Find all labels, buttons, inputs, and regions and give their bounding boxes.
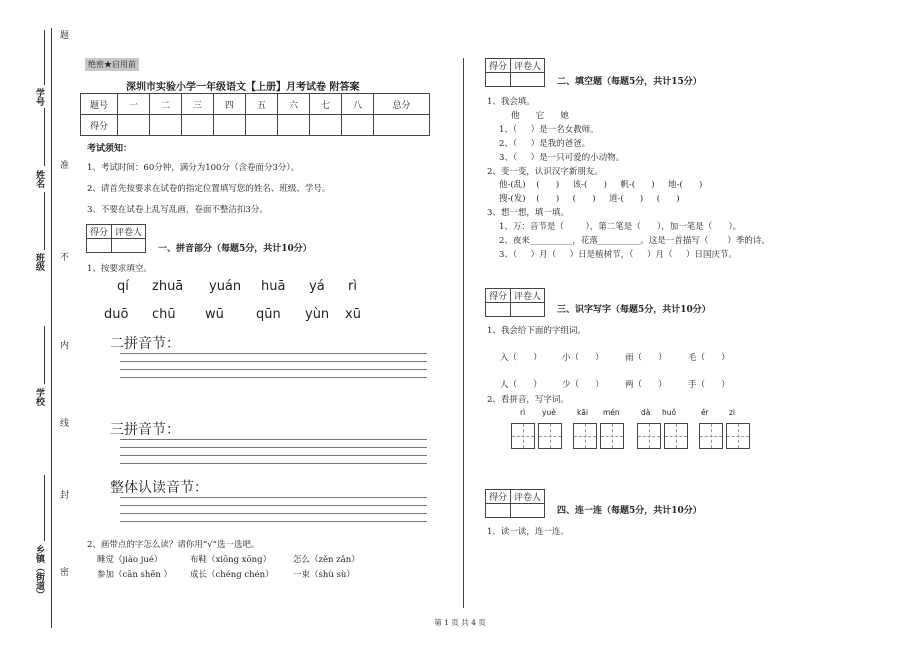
sec2-line: 2、变一变，认识汉字新朋友。: [487, 167, 603, 177]
word-blank[interactable]: 手（ ）: [688, 380, 730, 390]
choice-item[interactable]: 参加（cān shēn ）: [97, 570, 173, 580]
pinyin-item: yùn: [305, 307, 330, 322]
score-col: 三: [182, 94, 214, 115]
scorer-grader-label: 评卷人: [511, 59, 545, 73]
scorer-cell[interactable]: [112, 239, 146, 253]
name-line: [44, 108, 45, 166]
pinyin-label: rì: [520, 408, 526, 417]
township-label: 乡镇（街道）: [34, 545, 44, 599]
score-cell[interactable]: [182, 115, 214, 136]
sec2-line: 3、（ ）月（ ）日是植树节，（ ）月（ ）日国庆节。: [499, 250, 737, 260]
sec2-line: 1、万：音节是（ ），第二笔是（ ），加一笔是（ ）。: [499, 222, 742, 232]
binding-mark-ti: 题: [58, 30, 68, 39]
word-blank[interactable]: 入（ ）: [500, 353, 542, 363]
choice-item[interactable]: 布鞋（xiōng xōng）: [190, 555, 272, 565]
score-cell[interactable]: [374, 115, 430, 136]
sec3-question-1: 1、我会给下面的字组词。: [487, 326, 586, 336]
score-col: 五: [246, 94, 278, 115]
scorer-score-label: 得分: [486, 289, 511, 303]
writing-grid-cell[interactable]: [726, 423, 750, 449]
score-col: 八: [342, 94, 374, 115]
pinyin-label: zi: [729, 408, 736, 417]
sec2-line: 1、（ ）是一名女教师。: [499, 125, 599, 135]
sec2-line: 3、想一想，填一填。: [487, 208, 569, 218]
notice-item: 3、不要在试卷上乱写乱画，卷面不整洁扣3分。: [87, 205, 268, 215]
section-2-title: 二、填空题（每题5分，共计15分）: [557, 77, 702, 87]
score-col-total: 总分: [374, 94, 430, 115]
binding-mark-bu: 不: [58, 252, 68, 261]
column-divider: [463, 58, 464, 608]
page-title: 深圳市实验小学一年级语文【上册】月考试卷 附答案: [126, 82, 360, 93]
sec1-question-2: 2、画带点的字怎么读？请你用“√”选一选吧。: [87, 540, 260, 550]
scorer-cell[interactable]: [511, 504, 545, 518]
scorer-cell[interactable]: [511, 303, 545, 317]
pinyin-item: yá: [309, 279, 325, 294]
scorer-cell[interactable]: [486, 504, 511, 518]
sec2-line: 2、夜来__________，花落__________。这是一首描写（ ）季的诗。: [499, 236, 770, 246]
score-cell[interactable]: [118, 115, 150, 136]
sec2-line: 2、（ ）是我的爸爸。: [499, 139, 591, 149]
page-footer: 第 1 页 共 4 页: [434, 618, 486, 627]
class-label: 班级: [34, 253, 44, 271]
choice-item[interactable]: 怎么（zěn zǎn）: [293, 555, 360, 565]
confidential-stamp: 绝密★启用前: [85, 58, 139, 71]
writing-grid-cell[interactable]: [538, 423, 562, 449]
scorer-score-label: 得分: [486, 490, 511, 504]
scorer-grader-label: 评卷人: [511, 490, 545, 504]
student-id-label: 学号: [34, 88, 44, 106]
pinyin-item: rì: [348, 279, 357, 294]
scorer-box-4: [485, 489, 545, 518]
binding-mark-feng: 封: [58, 490, 68, 499]
writing-grid-cell[interactable]: [699, 423, 723, 449]
category-whole-syllable: 整体认读音节：: [110, 480, 208, 496]
pinyin-label: ér: [701, 408, 709, 417]
word-blank[interactable]: 少（ ）: [562, 380, 604, 390]
scorer-box-1: [86, 224, 146, 253]
class-line: [44, 192, 45, 250]
notice-item: 2、请首先按要求在试卷的指定位置填写您的姓名、班级、学号。: [87, 184, 331, 194]
score-cell[interactable]: [342, 115, 374, 136]
category-two-syllable: 二拼音节：: [110, 336, 180, 352]
scorer-score-label: 得分: [87, 225, 112, 239]
scorer-cell[interactable]: [486, 73, 511, 87]
sec2-line: 他-(乱) ( ) 该-( ) 帆-( ) 地-( ): [499, 180, 703, 190]
score-col: 七: [310, 94, 342, 115]
section-4-title: 四、连一连（每题5分，共计10分）: [557, 506, 702, 516]
word-blank[interactable]: 人（ ）: [500, 380, 542, 390]
score-row-label: 得分: [81, 115, 118, 136]
sec2-line: 1、我会填。: [487, 97, 535, 107]
scorer-cell[interactable]: [511, 73, 545, 87]
pinyin-item: xū: [345, 307, 361, 322]
student-id-line: [44, 30, 45, 85]
writing-grid-cell[interactable]: [664, 423, 688, 449]
pinyin-label: kāi: [577, 408, 589, 417]
pinyin-label: dà: [641, 408, 651, 417]
scorer-box-3: [485, 288, 545, 317]
score-cell[interactable]: [150, 115, 182, 136]
pinyin-item: chū: [152, 307, 176, 322]
writing-grid-cell[interactable]: [511, 423, 535, 449]
choice-item[interactable]: 一束（shù sù）: [293, 570, 355, 580]
pinyin-item: huā: [261, 279, 286, 294]
pinyin-item: qí: [117, 279, 129, 294]
scorer-box-2: [485, 58, 545, 87]
sec4-question-1: 1、读一读，连一连。: [487, 527, 569, 537]
scorer-cell[interactable]: [486, 303, 511, 317]
binding-mark-mi: 密: [58, 567, 68, 576]
pinyin-label: yuè: [542, 408, 556, 417]
score-cell[interactable]: [246, 115, 278, 136]
pinyin-label: mén: [603, 408, 620, 417]
sec2-line: 他 它 她: [511, 111, 569, 121]
scorer-cell[interactable]: [87, 239, 112, 253]
word-blank[interactable]: 雨（ ）: [625, 353, 667, 363]
score-cell[interactable]: [278, 115, 310, 136]
choice-item[interactable]: 睡觉（jiào jué）: [97, 555, 163, 565]
word-blank[interactable]: 小（ ）: [562, 353, 604, 363]
writing-grid-cell[interactable]: [637, 423, 661, 449]
category-three-syllable: 三拼音节：: [110, 422, 180, 438]
binding-mark-xian: 线: [58, 418, 68, 427]
binding-line: [51, 28, 52, 628]
pinyin-item: wū: [205, 307, 224, 322]
sec1-question-1: 1、按要求填空。: [87, 264, 152, 274]
sec3-question-2: 2、看拼音，写字词。: [487, 395, 569, 405]
notice-heading: 考试须知：: [87, 144, 133, 154]
score-col-header: 题号: [81, 94, 118, 115]
scorer-grader-label: 评卷人: [511, 289, 545, 303]
score-cell[interactable]: [214, 115, 246, 136]
word-blank[interactable]: 两（ ）: [625, 380, 667, 390]
binding-mark-zhun: 准: [58, 160, 68, 169]
answer-lines-1[interactable]: [120, 346, 427, 378]
score-col: 四: [214, 94, 246, 115]
score-table: [80, 93, 430, 136]
answer-lines-3[interactable]: [120, 490, 427, 522]
writing-grid-cell[interactable]: [600, 423, 624, 449]
pinyin-item: qūn: [256, 307, 281, 322]
pinyin-label: huǒ: [662, 408, 677, 417]
score-cell[interactable]: [310, 115, 342, 136]
name-label: 姓名: [34, 170, 44, 188]
scorer-score-label: 得分: [486, 59, 511, 73]
section-3-title: 三、识字写字（每题5分，共计10分）: [557, 305, 711, 315]
sec2-line: 搜-(发) ( ) ( ) 道-( ) ( ): [499, 194, 680, 204]
scorer-grader-label: 评卷人: [112, 225, 146, 239]
pinyin-item: duō: [104, 307, 129, 322]
score-col: 一: [118, 94, 150, 115]
pinyin-item: yuán: [209, 279, 242, 294]
word-blank[interactable]: 毛（ ）: [688, 353, 730, 363]
score-col: 六: [278, 94, 310, 115]
notice-item: 1、考试时间：60分钟，满分为100分（含卷面分3分）。: [87, 163, 300, 173]
pinyin-item: zhuā: [152, 279, 184, 294]
section-1-title: 一、拼音部分（每题5分，共计10分）: [158, 244, 312, 254]
school-line: [44, 326, 45, 384]
score-col: 二: [150, 94, 182, 115]
school-label: 学校: [34, 388, 44, 406]
writing-grid-cell[interactable]: [573, 423, 597, 449]
choice-item[interactable]: 成长（chéng chén）: [190, 570, 274, 580]
sec2-line: 3、（ ）是一只可爱的小动物。: [499, 153, 625, 163]
answer-lines-2[interactable]: [120, 432, 427, 464]
binding-mark-nei: 内: [58, 340, 68, 349]
township-line: [44, 475, 45, 541]
